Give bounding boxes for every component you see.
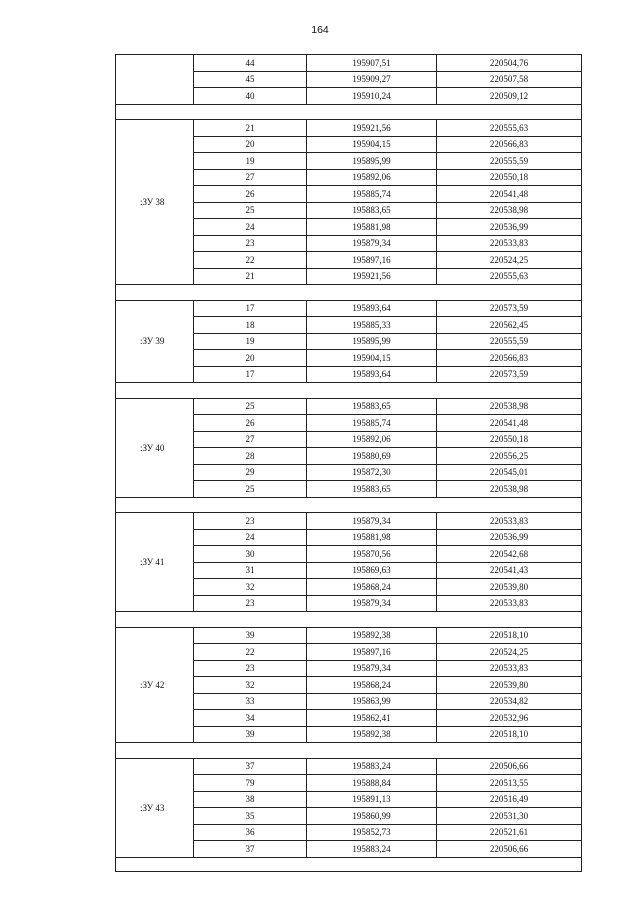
separator-cell bbox=[116, 497, 582, 513]
group-separator-row bbox=[116, 497, 582, 513]
separator-cell bbox=[116, 857, 582, 871]
y-coordinate-cell: 220550,18 bbox=[437, 431, 582, 448]
y-coordinate-cell: 220555,59 bbox=[437, 333, 582, 350]
point-number-cell: 32 bbox=[194, 579, 307, 596]
y-coordinate-cell: 220538,98 bbox=[437, 481, 582, 498]
y-coordinate-cell: 220538,98 bbox=[437, 202, 582, 219]
x-coordinate-cell: 195904,15 bbox=[307, 136, 437, 153]
point-number-cell: 23 bbox=[194, 660, 307, 677]
y-coordinate-cell: 220556,25 bbox=[437, 448, 582, 465]
y-coordinate-cell: 220524,25 bbox=[437, 644, 582, 661]
point-number-cell: 35 bbox=[194, 808, 307, 825]
point-number-cell: 45 bbox=[194, 71, 307, 88]
parcel-label: :ЗУ 38 bbox=[116, 120, 194, 285]
separator-cell bbox=[116, 383, 582, 399]
x-coordinate-cell: 195893,64 bbox=[307, 366, 437, 383]
group-separator-row bbox=[116, 612, 582, 628]
x-coordinate-cell: 195895,99 bbox=[307, 153, 437, 170]
x-coordinate-cell: 195870,56 bbox=[307, 546, 437, 563]
y-coordinate-cell: 220545,01 bbox=[437, 464, 582, 481]
x-coordinate-cell: 195868,24 bbox=[307, 677, 437, 694]
point-number-cell: 20 bbox=[194, 136, 307, 153]
separator-cell bbox=[116, 612, 582, 628]
point-number-cell: 30 bbox=[194, 546, 307, 563]
y-coordinate-cell: 220536,99 bbox=[437, 529, 582, 546]
point-number-cell: 27 bbox=[194, 431, 307, 448]
point-number-cell: 36 bbox=[194, 824, 307, 841]
point-number-cell: 25 bbox=[194, 398, 307, 415]
y-coordinate-cell: 220550,18 bbox=[437, 169, 582, 186]
point-number-cell: 17 bbox=[194, 300, 307, 317]
point-number-cell: 28 bbox=[194, 448, 307, 465]
y-coordinate-cell: 220506,66 bbox=[437, 841, 582, 858]
table-row bbox=[116, 55, 582, 72]
group-separator-row bbox=[116, 857, 582, 871]
point-number-cell: 39 bbox=[194, 627, 307, 644]
coordinates-table bbox=[115, 54, 582, 872]
x-coordinate-cell: 195893,64 bbox=[307, 300, 437, 317]
y-coordinate-cell: 220566,83 bbox=[437, 136, 582, 153]
point-number-cell: 44 bbox=[194, 55, 307, 72]
y-coordinate-cell: 220541,48 bbox=[437, 415, 582, 432]
y-coordinate-cell: 220518,10 bbox=[437, 726, 582, 743]
parcel-label bbox=[116, 55, 194, 105]
parcel-label: :ЗУ 40 bbox=[116, 398, 194, 497]
parcel-label: :ЗУ 41 bbox=[116, 513, 194, 612]
point-number-cell: 79 bbox=[194, 775, 307, 792]
x-coordinate-cell: 195904,15 bbox=[307, 350, 437, 367]
point-number-cell: 27 bbox=[194, 169, 307, 186]
y-coordinate-cell: 220513,55 bbox=[437, 775, 582, 792]
y-coordinate-cell: 220533,83 bbox=[437, 513, 582, 530]
point-number-cell: 23 bbox=[194, 235, 307, 252]
table-row bbox=[116, 513, 582, 530]
separator-cell bbox=[116, 104, 582, 120]
y-coordinate-cell: 220541,43 bbox=[437, 562, 582, 579]
y-coordinate-cell: 220573,59 bbox=[437, 300, 582, 317]
y-coordinate-cell: 220539,80 bbox=[437, 677, 582, 694]
point-number-cell: 23 bbox=[194, 595, 307, 612]
x-coordinate-cell: 195879,34 bbox=[307, 513, 437, 530]
y-coordinate-cell: 220506,66 bbox=[437, 758, 582, 775]
x-coordinate-cell: 195872,30 bbox=[307, 464, 437, 481]
y-coordinate-cell: 220518,10 bbox=[437, 627, 582, 644]
point-number-cell: 22 bbox=[194, 252, 307, 269]
x-coordinate-cell: 195909,27 bbox=[307, 71, 437, 88]
point-number-cell: 21 bbox=[194, 120, 307, 137]
point-number-cell: 25 bbox=[194, 202, 307, 219]
point-number-cell: 21 bbox=[194, 268, 307, 285]
x-coordinate-cell: 195869,63 bbox=[307, 562, 437, 579]
y-coordinate-cell: 220533,83 bbox=[437, 660, 582, 677]
x-coordinate-cell: 195892,38 bbox=[307, 726, 437, 743]
table-row bbox=[116, 758, 582, 775]
table-row bbox=[116, 300, 582, 317]
y-coordinate-cell: 220566,83 bbox=[437, 350, 582, 367]
table-row bbox=[116, 627, 582, 644]
group-separator-row bbox=[116, 383, 582, 399]
y-coordinate-cell: 220524,25 bbox=[437, 252, 582, 269]
point-number-cell: 18 bbox=[194, 317, 307, 334]
point-number-cell: 19 bbox=[194, 333, 307, 350]
x-coordinate-cell: 195883,24 bbox=[307, 758, 437, 775]
y-coordinate-cell: 220541,48 bbox=[437, 186, 582, 203]
x-coordinate-cell: 195892,06 bbox=[307, 431, 437, 448]
x-coordinate-cell: 195892,38 bbox=[307, 627, 437, 644]
point-number-cell: 38 bbox=[194, 791, 307, 808]
x-coordinate-cell: 195863,99 bbox=[307, 693, 437, 710]
point-number-cell: 37 bbox=[194, 841, 307, 858]
y-coordinate-cell: 220555,63 bbox=[437, 268, 582, 285]
point-number-cell: 24 bbox=[194, 219, 307, 236]
x-coordinate-cell: 195860,99 bbox=[307, 808, 437, 825]
point-number-cell: 34 bbox=[194, 710, 307, 727]
y-coordinate-cell: 220542,68 bbox=[437, 546, 582, 563]
y-coordinate-cell: 220536,99 bbox=[437, 219, 582, 236]
point-number-cell: 40 bbox=[194, 88, 307, 105]
parcel-label: :ЗУ 43 bbox=[116, 758, 194, 857]
y-coordinate-cell: 220573,59 bbox=[437, 366, 582, 383]
table-row bbox=[116, 398, 582, 415]
point-number-cell: 25 bbox=[194, 481, 307, 498]
page-number: 164 bbox=[311, 24, 329, 36]
y-coordinate-cell: 220533,83 bbox=[437, 595, 582, 612]
x-coordinate-cell: 195888,84 bbox=[307, 775, 437, 792]
separator-cell bbox=[116, 743, 582, 759]
x-coordinate-cell: 195879,34 bbox=[307, 595, 437, 612]
x-coordinate-cell: 195897,16 bbox=[307, 644, 437, 661]
point-number-cell: 26 bbox=[194, 415, 307, 432]
point-number-cell: 20 bbox=[194, 350, 307, 367]
x-coordinate-cell: 195885,74 bbox=[307, 186, 437, 203]
y-coordinate-cell: 220509,12 bbox=[437, 88, 582, 105]
x-coordinate-cell: 195883,65 bbox=[307, 202, 437, 219]
x-coordinate-cell: 195895,99 bbox=[307, 333, 437, 350]
point-number-cell: 31 bbox=[194, 562, 307, 579]
y-coordinate-cell: 220507,58 bbox=[437, 71, 582, 88]
y-coordinate-cell: 220531,30 bbox=[437, 808, 582, 825]
y-coordinate-cell: 220555,59 bbox=[437, 153, 582, 170]
y-coordinate-cell: 220562,45 bbox=[437, 317, 582, 334]
y-coordinate-cell: 220533,83 bbox=[437, 235, 582, 252]
y-coordinate-cell: 220555,63 bbox=[437, 120, 582, 137]
point-number-cell: 39 bbox=[194, 726, 307, 743]
x-coordinate-cell: 195868,24 bbox=[307, 579, 437, 596]
x-coordinate-cell: 195883,65 bbox=[307, 481, 437, 498]
y-coordinate-cell: 220516,49 bbox=[437, 791, 582, 808]
x-coordinate-cell: 195852,73 bbox=[307, 824, 437, 841]
x-coordinate-cell: 195883,65 bbox=[307, 398, 437, 415]
parcel-label: :ЗУ 42 bbox=[116, 627, 194, 743]
parcel-label: :ЗУ 39 bbox=[116, 300, 194, 383]
x-coordinate-cell: 195897,16 bbox=[307, 252, 437, 269]
group-separator-row bbox=[116, 743, 582, 759]
point-number-cell: 37 bbox=[194, 758, 307, 775]
x-coordinate-cell: 195907,51 bbox=[307, 55, 437, 72]
x-coordinate-cell: 195880,69 bbox=[307, 448, 437, 465]
x-coordinate-cell: 195921,56 bbox=[307, 120, 437, 137]
separator-cell bbox=[116, 285, 582, 301]
point-number-cell: 19 bbox=[194, 153, 307, 170]
table-row bbox=[116, 120, 582, 137]
point-number-cell: 23 bbox=[194, 513, 307, 530]
x-coordinate-cell: 195883,24 bbox=[307, 841, 437, 858]
x-coordinate-cell: 195892,06 bbox=[307, 169, 437, 186]
point-number-cell: 26 bbox=[194, 186, 307, 203]
point-number-cell: 32 bbox=[194, 677, 307, 694]
x-coordinate-cell: 195885,33 bbox=[307, 317, 437, 334]
x-coordinate-cell: 195879,34 bbox=[307, 660, 437, 677]
group-separator-row bbox=[116, 104, 582, 120]
x-coordinate-cell: 195881,98 bbox=[307, 529, 437, 546]
coordinates-table-body bbox=[116, 55, 582, 872]
point-number-cell: 29 bbox=[194, 464, 307, 481]
point-number-cell: 24 bbox=[194, 529, 307, 546]
y-coordinate-cell: 220534,82 bbox=[437, 693, 582, 710]
x-coordinate-cell: 195881,98 bbox=[307, 219, 437, 236]
x-coordinate-cell: 195879,34 bbox=[307, 235, 437, 252]
x-coordinate-cell: 195910,24 bbox=[307, 88, 437, 105]
x-coordinate-cell: 195885,74 bbox=[307, 415, 437, 432]
y-coordinate-cell: 220504,76 bbox=[437, 55, 582, 72]
group-separator-row bbox=[116, 285, 582, 301]
x-coordinate-cell: 195921,56 bbox=[307, 268, 437, 285]
y-coordinate-cell: 220539,80 bbox=[437, 579, 582, 596]
x-coordinate-cell: 195862,41 bbox=[307, 710, 437, 727]
y-coordinate-cell: 220532,96 bbox=[437, 710, 582, 727]
point-number-cell: 33 bbox=[194, 693, 307, 710]
x-coordinate-cell: 195891,13 bbox=[307, 791, 437, 808]
point-number-cell: 17 bbox=[194, 366, 307, 383]
y-coordinate-cell: 220521,61 bbox=[437, 824, 582, 841]
y-coordinate-cell: 220538,98 bbox=[437, 398, 582, 415]
point-number-cell: 22 bbox=[194, 644, 307, 661]
